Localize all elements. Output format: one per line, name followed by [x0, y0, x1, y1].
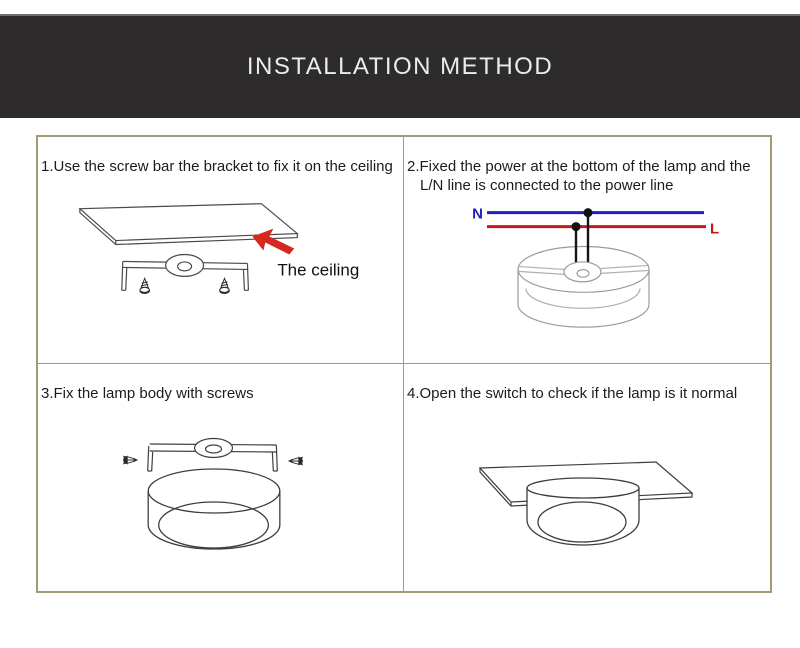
- live-wire-label: L: [710, 220, 720, 238]
- ceiling-annotation: The ceiling: [277, 260, 360, 280]
- screw-icon: [220, 278, 230, 293]
- screw-icon: [288, 457, 303, 466]
- step-2-cell: [404, 137, 770, 364]
- lamp-drum-drawing: [518, 247, 649, 328]
- screw-icon: [123, 456, 138, 465]
- step-2-caption-line1: 2.Fixed the power at the bottom of the lamp and the: [407, 158, 751, 175]
- mounting-bracket-drawing: [122, 254, 249, 290]
- screw-icon: [140, 278, 150, 293]
- page-title: INSTALLATION METHOD: [246, 53, 554, 80]
- step-2-caption: [407, 157, 768, 195]
- lamp-hub-drawing: [564, 262, 601, 282]
- neutral-wire-label: N: [472, 205, 483, 223]
- step-4-cell: [404, 364, 770, 591]
- step-2-caption-line2: L/N line is connected to the power line: [420, 177, 674, 194]
- wire-connection-dot: [572, 222, 581, 231]
- step-1-caption: 1.Use the screw bar the bracket to fix it on the ceiling: [41, 158, 393, 175]
- step-3-cell: [38, 364, 404, 591]
- step-1-cell: [38, 137, 404, 364]
- step-3-caption: 3.Fix the lamp body with screws: [41, 385, 254, 402]
- installation-steps-table: [36, 135, 772, 593]
- wire-connection-dot: [584, 208, 593, 217]
- lamp-body-drawing: [148, 469, 280, 549]
- mounting-bracket-drawing: [148, 439, 278, 472]
- header-banner: [0, 14, 800, 118]
- step-4-caption: 4.Open the switch to check if the lamp is it normal: [407, 385, 738, 402]
